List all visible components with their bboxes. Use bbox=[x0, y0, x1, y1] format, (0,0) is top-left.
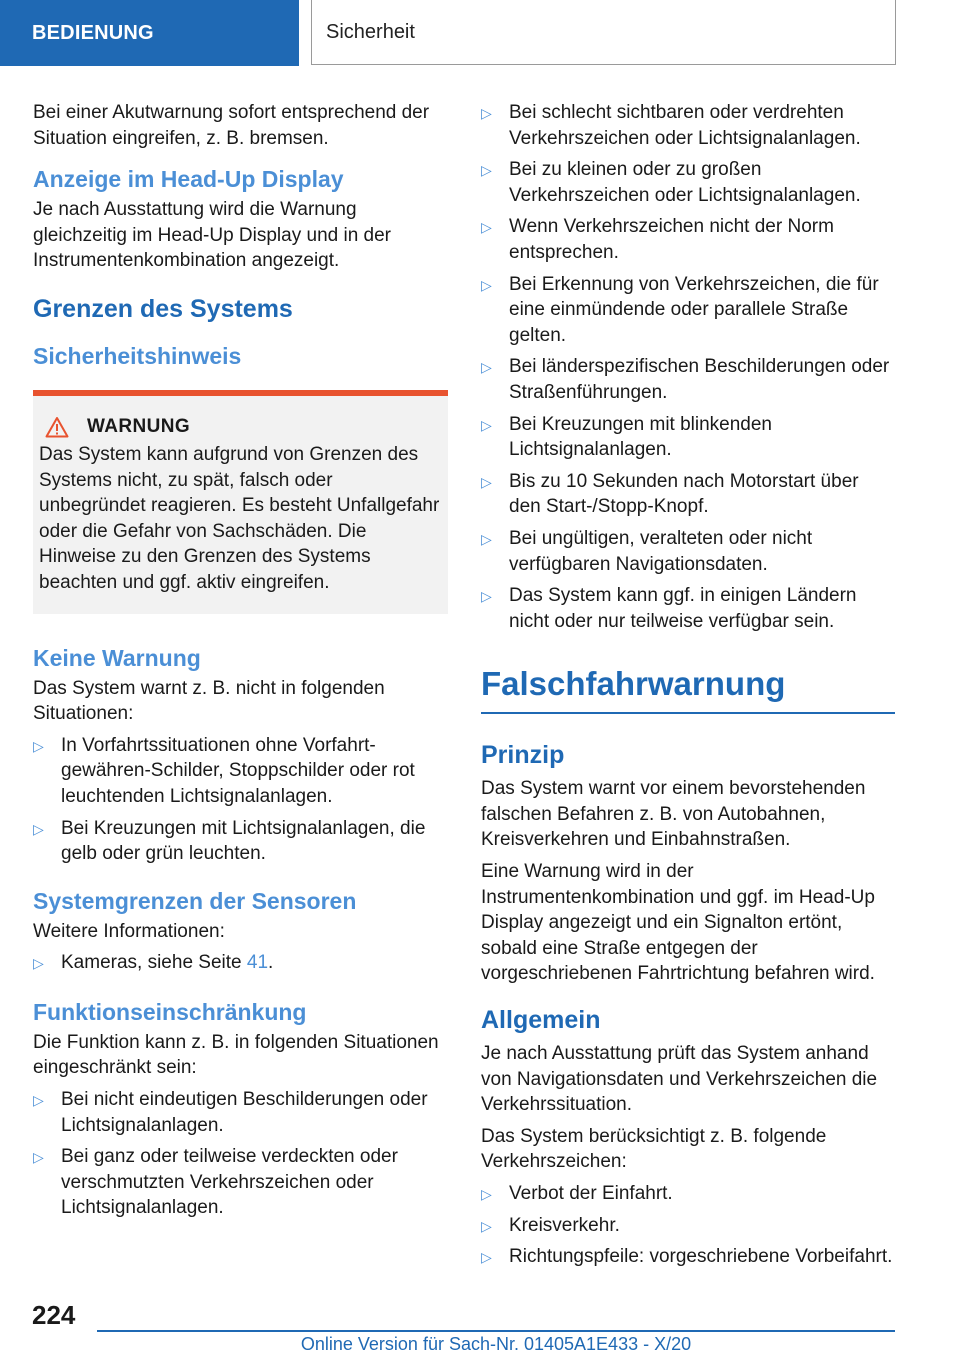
heading-prinzip: Prinzip bbox=[481, 741, 565, 770]
heading-sicherheitshinweis: Sicherheitshinweis bbox=[33, 342, 242, 369]
page-link[interactable]: 41 bbox=[246, 952, 269, 974]
bullet-triangle-icon: ▷ bbox=[481, 1249, 492, 1266]
keine-paragraph: Das System warnt z. B. nicht in folgenden Situationen: bbox=[33, 677, 385, 725]
prinzip-paragraph-2: Eine Warnung wird in der Instrumentenkombination und ggf. im Head-Up Display angezeigt und ein Signalton ertönt, sobald eine Straße entgegen der vorgeschriebenen Fahrtrichtung befahren wird. bbox=[481, 861, 875, 985]
warning-title: WARNUNG bbox=[87, 415, 191, 437]
bullet-triangle-icon: ▷ bbox=[33, 1149, 44, 1166]
funktion-paragraph: Die Funktion kann z. B. in folgenden Situationen eingeschränkt sein: bbox=[33, 1031, 439, 1079]
footer-rule bbox=[97, 1330, 895, 1332]
sensoren-list bbox=[33, 950, 448, 976]
section-label: BEDIENUNG bbox=[32, 21, 154, 44]
list-item: ▷ Bei nicht eindeutigen Beschilderungen oder Lichtsignalanlagen. bbox=[33, 1089, 428, 1136]
bullet-triangle-icon: ▷ bbox=[481, 1186, 492, 1202]
warning-box bbox=[33, 390, 448, 614]
allgemein-paragraph-2: Das System berücksichtigt z. B. folgende Verkehrszeichen: bbox=[481, 1125, 827, 1173]
bullet-triangle-icon: ▷ bbox=[481, 473, 492, 490]
bullet-triangle-icon: ▷ bbox=[33, 955, 44, 972]
right-column bbox=[481, 100, 895, 1276]
list-item: ▷ Wenn Verkehrszeichen nicht der Norm entsprechen. bbox=[481, 216, 834, 263]
list-item: ▷ Das System kann ggf. in einigen Ländern nicht oder nur teilweise verfügbar sein. bbox=[481, 585, 857, 632]
bullet-triangle-icon: ▷ bbox=[481, 162, 492, 179]
list-item: ▷ Bei ganz oder teilweise verdeckten oder verschmutzten Verkehrszeichen oder Lichtsignalanlagen. bbox=[33, 1146, 398, 1219]
chapter-label: Sicherheit bbox=[326, 20, 415, 43]
bullet-triangle-icon: ▷ bbox=[481, 276, 492, 293]
list-item: ▷ Bei Kreuzungen mit blinkenden Lichtsignalanlagen. bbox=[481, 413, 773, 461]
heading-allgemein: Allgemein bbox=[481, 1006, 601, 1035]
warning-triangle-icon bbox=[45, 416, 69, 438]
list-item: ▷ Bei Kreuzungen mit Lichtsignalanlagen, die gelb oder grün leuchten. bbox=[33, 817, 426, 865]
bullet-triangle-icon: ▷ bbox=[481, 219, 492, 236]
list-item: ▷ Kameras, siehe Seite 41. bbox=[33, 950, 448, 976]
bullet-triangle-icon: ▷ bbox=[33, 1092, 44, 1109]
left-column bbox=[33, 100, 448, 1227]
list-item: ▷ In Vorfahrtssituationen ohne Vorfahrt-gewähren-Schilder, Stoppschilder oder rot leuchtenden Lichtsignalanlagen. bbox=[33, 734, 415, 807]
list-item: ▷ Bis zu 10 Sekunden nach Motorstart über den Start-/Stopp-Knopf. bbox=[481, 470, 859, 518]
bullet-triangle-icon: ▷ bbox=[481, 530, 492, 547]
heading-keine-warnung: Keine Warnung bbox=[33, 644, 201, 671]
allgemein-list bbox=[481, 1181, 895, 1270]
page-number: 224 bbox=[32, 1300, 76, 1330]
list-item: ▷ Bei schlecht sichtbaren oder verdrehten Verkehrszeichen oder Lichtsignalanlagen. bbox=[481, 102, 861, 149]
heading-hud: Anzeige im Head-Up Display bbox=[33, 166, 344, 193]
footer-online-version: Online Version für Sach-Nr. 01405A1E433 - X/20 bbox=[300, 1334, 692, 1354]
bullet-triangle-icon: ▷ bbox=[33, 820, 44, 837]
heading-grenzen: Grenzen des Systems bbox=[33, 294, 293, 323]
sensoren-paragraph: Weitere Informationen: bbox=[33, 920, 225, 942]
list-item: ▷ Verbot der Einfahrt. bbox=[481, 1181, 895, 1207]
hud-paragraph: Je nach Ausstattung wird die Warnung gleichzeitig im Head-Up Display und in der Instrumentenkombination angezeigt. bbox=[33, 199, 392, 272]
heading-rule bbox=[481, 712, 895, 714]
allgemein-paragraph-1: Je nach Ausstattung prüft das System anhand von Navigationsdaten und Verkehrszeichen die Verkehrssituation. bbox=[481, 1043, 878, 1116]
list-item: ▷ Richtungspfeile: vorgeschriebene Vorbeifahrt. bbox=[481, 1244, 895, 1270]
heading-falschfahrwarnung: Falschfahrwarnung bbox=[481, 665, 786, 703]
keine-list bbox=[33, 733, 448, 867]
bullet-triangle-icon: ▷ bbox=[481, 359, 492, 376]
list-item: ▷ Kreisverkehr. bbox=[481, 1213, 895, 1239]
restrictions-list bbox=[481, 100, 895, 634]
heading-sensoren: Systemgrenzen der Sensoren bbox=[33, 887, 357, 914]
bullet-triangle-icon: ▷ bbox=[481, 105, 492, 121]
bullet-triangle-icon: ▷ bbox=[481, 588, 492, 605]
bullet-triangle-icon: ▷ bbox=[481, 1217, 492, 1234]
bullet-triangle-icon: ▷ bbox=[481, 416, 492, 433]
list-item: ▷ Bei ungültigen, veralteten oder nicht verfügbaren Navigationsdaten. bbox=[481, 527, 813, 575]
chapter-tab bbox=[311, 0, 896, 65]
bullet-triangle-icon: ▷ bbox=[33, 737, 44, 754]
funktion-list bbox=[33, 1087, 448, 1221]
warning-text: Das System kann aufgrund von Grenzen des Systems nicht, zu spät, falsch oder unbegründet reagieren. Es besteht Unfallgefahr oder die Gefahr von Sachschäden. Die Hinweise zu den Grenzen des Systems beachten und ggf. aktiv eingreifen. bbox=[39, 443, 440, 593]
heading-funktion: Funktionseinschränkung bbox=[33, 998, 307, 1025]
list-item: ▷ Bei Erkennung von Verkehrszeichen, die für eine einmündende oder parallele Straße gelten. bbox=[481, 273, 879, 346]
section-tab bbox=[0, 0, 299, 66]
intro-paragraph: Bei einer Akutwarnung sofort entsprechend der Situation eingreifen, z. B. bremsen. bbox=[33, 102, 430, 149]
prinzip-paragraph-1: Das System warnt vor einem bevorstehenden falschen Befahren z. B. von Autobahnen, Kreisverkehren und Einbahnstraßen. bbox=[481, 778, 866, 851]
warning-header bbox=[39, 416, 442, 438]
list-item: ▷ Bei zu kleinen oder zu großen Verkehrszeichen oder Lichtsignalanlagen. bbox=[481, 159, 861, 206]
list-item: ▷ Bei länderspezifischen Beschilderungen oder Straßenführungen. bbox=[481, 356, 890, 403]
